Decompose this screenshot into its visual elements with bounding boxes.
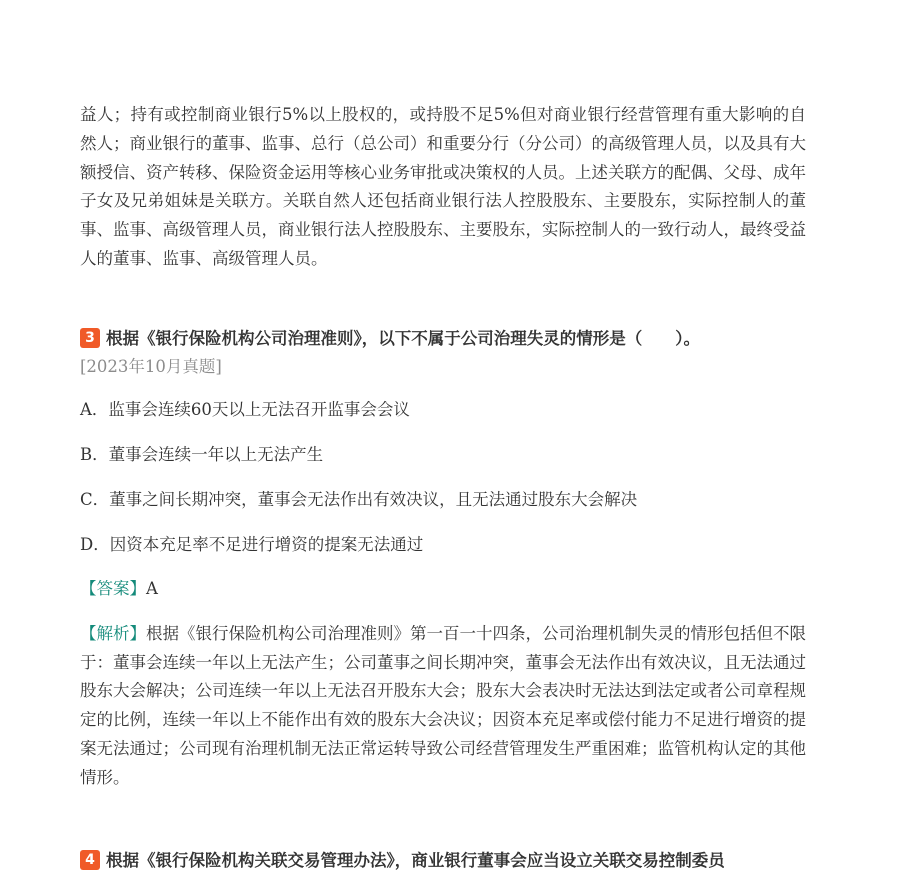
document-content <box>80 101 806 793</box>
intro-paragraph: 益人；持有或控制商业银行5%以上股权的，或持股不足5%但对商业银行经营管理有重大影响的自然人；商业银行的董事、监事、总行（总公司）和重要分行（分公司）的高级管理人员，以及具有大额授信、资产转移、保险资金运用等核心业务审批或决策权的人员。上述关联方的配偶、父母、成年子女及兄弟姐妹是关联方。关联自然人还包括商业银行法人控股股东、主要股东，实际控制人的董事、监事、高级管理人员，商业银行法人控股股东、主要股东，实际控制人的一致行动人，最终受益人的董事、监事、高级管理人员。 <box>80 105 806 268</box>
question-source: [2023年10月真题] <box>80 356 222 376</box>
option-a: A．监事会连续60天以上无法召开监事会会议 <box>80 399 410 419</box>
question-text: 根据《银行保险机构公司治理准则》，以下不属于公司治理失灵的情形是（ ）。 <box>106 328 700 348</box>
answer-tag: 【答案】 <box>80 578 146 598</box>
question-number-badge: 4 <box>80 850 100 870</box>
answer-line <box>80 576 806 602</box>
question-stem <box>80 326 806 352</box>
question-3 <box>80 326 806 793</box>
question-text: 根据《银行保险机构关联交易管理办法》，商业银行董事会应当设立关联交易控制委员 <box>106 851 725 870</box>
analysis-text: 根据《银行保险机构公司治理准则》第一百一十四条，公司治理机制失灵的情形包括但不限于：董事会连续一年以上无法产生；公司董事之间长期冲突，董事会无法作出有效决议，且无法通过股东大会解决；公司连续一年以上无法召开股东大会；股东大会表决时无法达到法定或者公司章程规定的比例，连续一年以上不能作出有效的股东大会决议；因资本充足率或偿付能力不足进行增资的提案无法通过；公司现有治理机制无法正常运转导致公司经营管理发生严重困难；监管机构认定的其他情形。 <box>80 623 806 787</box>
option-d: D．因资本充足率不足进行增资的提案无法通过 <box>80 534 424 554</box>
analysis-tag: 【解析】 <box>80 623 146 643</box>
options-list <box>80 397 806 558</box>
question-4 <box>80 848 820 874</box>
answer-value: A <box>146 578 158 598</box>
analysis-paragraph <box>80 620 806 793</box>
option-b: B．董事会连续一年以上无法产生 <box>80 444 324 464</box>
question-number-badge: 3 <box>80 328 100 348</box>
option-c: C．董事之间长期冲突，董事会无法作出有效决议，且无法通过股东大会解决 <box>80 489 638 509</box>
